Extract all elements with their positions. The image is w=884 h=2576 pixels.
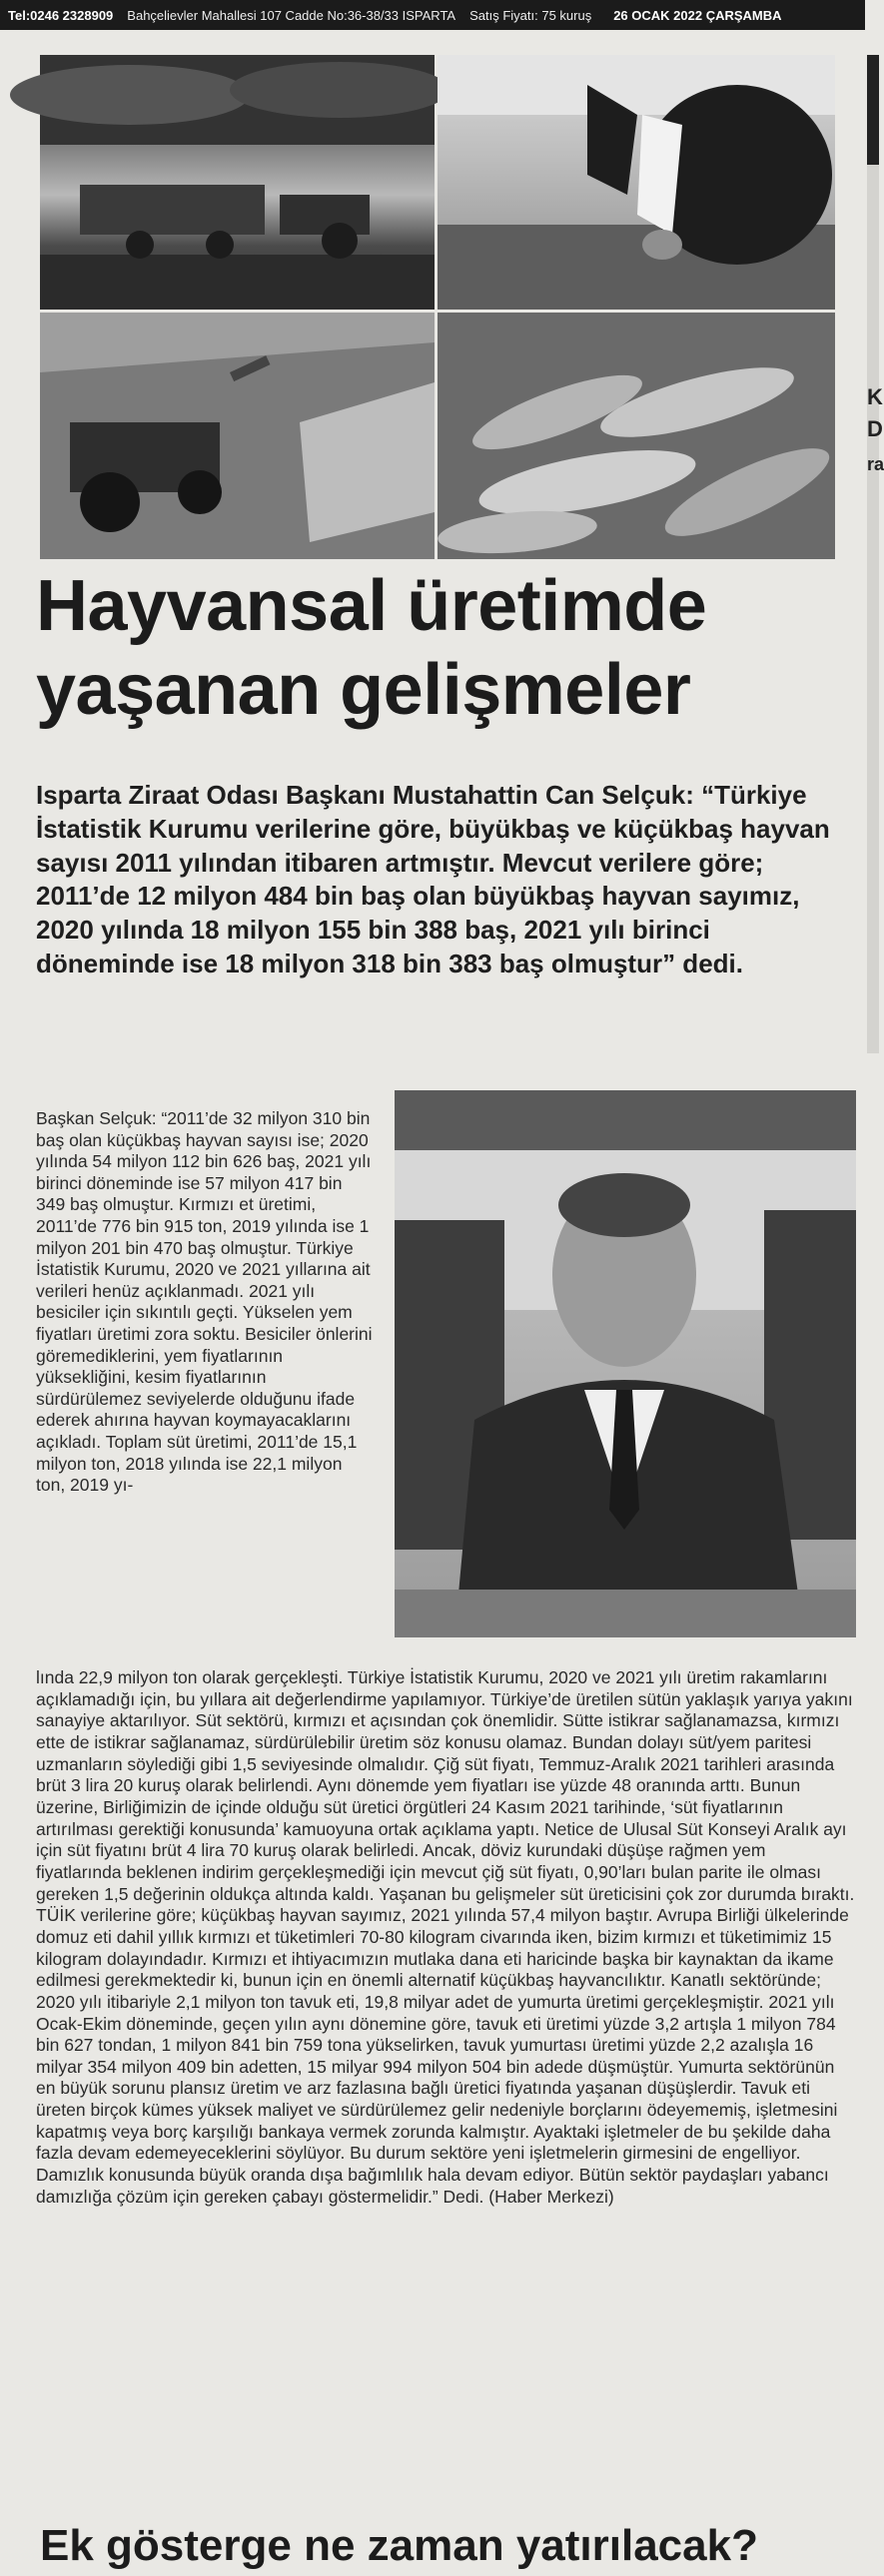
cow-illustration [438,55,835,310]
article-body-continued: lında 22,9 milyon ton olarak gerçekleşti. Türkiye İstatistik Kurumu, 2020 ve 2021 yılı üretim rakamlarını açıklamadığı için, bu yıllara ait değerlendirme yapılamıyor. Türkiye’de üretilen sütün yaklaşık yarıya yakını sanayiye aktarılıyor. Süt sektörü, kırmızı et açısından çok önemlidir. Sütte istikrar sağlanamazsa, kırmızı ette de istikrar sağlanamaz, sürdürülebilir üretim söz konusu olamaz. Bundan dolayı süt/yem paritesi uzmanların söylediği gibi 1,5 seviyesinde olmalıdır. Çiğ süt fiyatı, Temmuz-Aralık 2021 tarihleri arasında brüt 3 lira 20 kuruş olarak belirlendi. Aynı dönemde yem fiyatları ise yüzde 48 oranında arttı. Bunun üzerine, Birliğimizin de içinde olduğu süt üretici örgütleri 24 Kasım 2021 tarihinde, ‘süt fiyatlarının artırılması gerektiği konusunda’ kamuoyuna ortak açıklama yaptı. Netice de Ulusal Süt Konseyi Aralık ayı için süt fiyatını brüt 4 lira 70 kuruş olarak belirledi. Ancak, döviz kurundaki düşüşe rağmen yem fiyatlarında beklenen indirim gerçekleşmediği için mevcut çiğ süt fiyatı, 0,90’ları bulan parite ile olması gereken 1,5 değerinin oldukça altında kaldı. Yaşanan bu gelişmeler süt üreticisini çok zor durumda bıraktı. TÜİK verilerine göre; küçükbaş hayvan sayımız, 2021 yılında 57,4 milyon baştır. Avrupa Birliği ülkelerinde domuz eti dahil yıllık kırmızı et tüketimleri 70-80 kilogram civarında iken, bizim kırmızı et tüketimimiz 15 kilogram dolayındadır. Kırmızı et ihtiyacımızın mutlaka dana eti haricinde başka bir kaynaktan da ikame edilmesi gerekmektedir ki, bunun için en önemli alternatif küçükbaş hayvancılıktır. Kanatlı sektöründe; 2020 yılı itibariyle 2,1 milyon ton tavuk eti, 19,8 milyar adet de yumurta üretimi gerçekleşmiştir. 2021 yılı Ocak-Ekim döneminde, geçen yılın aynı dönemine göre, tavuk eti üretimi yüzde 3,2 artışla 1 milyon 784 bin 627 tondan, 1 milyon 841 bin 759 tona yükselirken, tavuk yumurtası üretimi yüzde 2,2 azalışla 16 milyar 354 milyon 409 bin adetten, 15 milyar 994 milyon 504 bin adede düşmüştür. Yumurta sektörünün en büyük sorunu plansız üretim ve arz fazlasına bağlı üretici fiyatında yaşanan düşüşlerdir. Tavuk eti üreten birçok kümes yüksek maliyet ve sürdürülemez gelir nedeniyle borçlarını ödeyememiş, işletmesini kapatmış veya borç karşılığı bankaya vermek zorunda kalmıştır. Ayaktaki işletmeler de bu şekilde daha fazla devam edemeyeceklerini söylüyor. Bu durum sektöre yeni işletmelerin girmesini de engelliyor. Damızlık konusunda büyük oranda dışa bağımlılık hala devam ediyor. Bütün sektör paydaşları yabancı damızlığa çözüm için gereken çabayı göstermelidir.” Dedi. (Haber Merkezi) [36,1667,855,2207]
header-price: Satış Fiyatı: 75 kuruş [469,7,592,23]
next-article-headline: Ek gösterge ne zaman yatırılacak? [40,2521,758,2570]
article-headline: Hayvansal üretimde yaşanan gelişmeler [36,566,707,730]
fish-illustration [438,313,835,559]
livestock-photo-collage [40,55,835,559]
photo-trailer-field [40,55,435,310]
adjacent-headline-fragment-1: K [867,384,883,409]
photo-cow-in-field [438,55,835,310]
header-address: Bahçelievler Mahallesi 107 Cadde No:36-38/33 ISPARTA [127,7,456,23]
tractor-illustration [40,313,435,559]
newspaper-header-strip [0,0,865,30]
adjacent-headline-fragment-3: ra [867,454,884,474]
article-lead-paragraph: Isparta Ziraat Odası Başkanı Mustahattin Can Selçuk: “Türkiye İstatistik Kurumu verilerine göre, büyükbaş ve küçükbaş hayvan sayısı 2011 yılından itibaren artmıştır. Mevcut verilere göre; 2011’de 12 milyon 484 bin baş olan büyükbaş hayvan sayımız, 2020 yılında 18 milyon 155 bin 388 baş, 2021 yılı birinci döneminde ise 18 milyon 318 bin 383 baş olmuştur” dedi. [36,780,830,978]
header-phone: Tel:0246 2328909 [8,7,114,23]
trailer-tractor-illustration [40,55,435,310]
portrait-photo-chairman [395,1090,856,1637]
header-date: 26 OCAK 2022 ÇARŞAMBA [613,7,782,23]
photo-fish-pile [438,313,835,559]
article-body-column: Başkan Selçuk: “2011’de 32 milyon 310 bin baş olan küçükbaş hayvan sayısı ise; 2020 yılında 54 milyon 112 bin 626 baş, 2021 yılı birinci döneminde ise 57 milyon 417 bin 349 baş olmuştur. Kırmızı et üretimi, 2011’de 776 bin 915 ton, 2019 yılında ise 1 milyon 201 bin 470 baş olmuştur. Türkiye İstatistik Kurumu, 2020 ve 2021 yıllarına ait verileri henüz açıklanmadı. 2021 yılı besiciler için sıkıntılı geçti. Yükselen yem fiyatları üretimi zora soktu. Besiciler önlerini göremediklerini, yem fiyatlarının yüksekliğini, kesim fiyatlarının sürdürülemez seviyelerde olduğunu ifade ederek ahırına hayvan koymayacaklarını açıkladı. Toplam süt üretimi, 2011’de 15,1 milyon ton, 2018 yılında ise 22,1 milyon ton, 2019 yı- [36,1108,373,1496]
adjacent-headline-fragment-2: D [867,416,883,441]
adjacent-article-edge [867,55,884,1053]
photo-tractor-harvest [40,313,435,559]
chairman-portrait-illustration [395,1090,856,1637]
adjacent-photo-edge [867,55,879,165]
